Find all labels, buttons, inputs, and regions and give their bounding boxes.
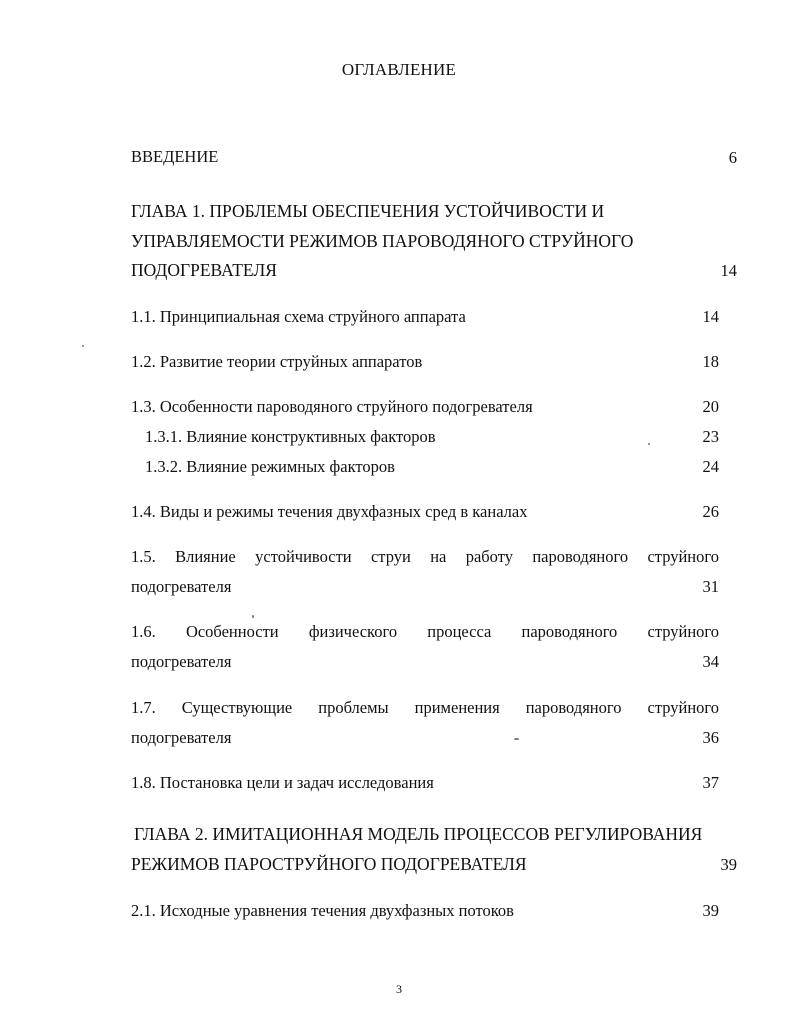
toc-entry-1-3-2-label: 1.3.2. Влияние режимных факторов [145,457,395,476]
page-title: ОГЛАВЛЕНИЕ [341,60,457,79]
toc-entry-1-4-label: 1.4. Виды и режимы течения двухфазных сред в каналах [131,502,528,521]
toc-entry-1-1-page: 14 [702,307,719,326]
word: физического [308,622,398,641]
word: устойчивости [255,547,352,566]
word: процесса [427,622,492,641]
word: Существующие [181,698,293,717]
chapter-2-title-line-1: ГЛАВА 2. ИМИТАЦИОННАЯ МОДЕЛЬ ПРОЦЕССОВ РЕГУЛИРОВАНИЯ [134,824,703,844]
toc-entry-1-2-page: 18 [702,352,719,371]
scan-speck [648,443,650,445]
scan-speck [252,615,254,618]
toc-entry-1-8-page: 37 [702,773,719,792]
chapter-1-title-line-3: ПОДОГРЕВАТЕЛЯ [131,260,277,280]
chapter-1-title-line-2: УПРАВЛЯЕМОСТИ РЕЖИМОВ ПАРОВОДЯНОГО СТРУЙНОГО [131,231,634,251]
word: пароводяного [521,622,618,641]
chapter-2-title-line-2: РЕЖИМОВ ПАРОСТРУЙНОГО ПОДОГРЕВАТЕЛЯ [131,854,527,874]
scan-speck [82,345,84,347]
toc-entry-1-4-page: 26 [702,502,719,521]
word: пароводяного [525,698,622,717]
toc-entry-1-2-label: 1.2. Развитие теории струйных аппаратов [131,352,423,371]
toc-entry-1-8-label: 1.8. Постановка цели и задач исследования [131,773,434,792]
word: проблемы [318,698,389,717]
word: на [430,547,447,566]
word: применения [414,698,500,717]
toc-entry-1-6-line-1 [131,622,719,642]
word: 1.7. [131,698,156,717]
toc-entry-1-1-label: 1.1. Принципиальная схема струйного аппарата [131,307,466,326]
toc-entry-1-6-page: 34 [702,652,719,671]
toc-entry-1-7-line-2: подогревателя [131,728,232,747]
word: работу [465,547,513,566]
toc-entry-1-6-line-2: подогревателя [131,652,232,671]
toc-entry-intro-page: 6 [728,148,737,167]
toc-entry-1-5-line-1 [131,547,719,567]
word: струйного [647,622,720,641]
chapter-1-title-line-1: ГЛАВА 1. ПРОБЛЕМЫ ОБЕСПЕЧЕНИЯ УСТОЙЧИВОСТИ И [131,201,605,221]
toc-entry-1-5-page: 31 [702,577,719,596]
chapter-2-page: 39 [720,855,737,874]
toc-entry-1-5-line-2: подогревателя [131,577,232,596]
word: пароводяного [532,547,629,566]
word: Особенности [185,622,279,641]
toc-entry-2-1-label: 2.1. Исходные уравнения течения двухфазных потоков [131,901,514,920]
toc-entry-2-1-page: 39 [702,901,719,920]
word: струйного [647,698,720,717]
toc-entry-1-3-label: 1.3. Особенности пароводяного струйного подогревателя [131,397,533,416]
toc-entry-1-3-1-page: 23 [702,427,719,446]
toc-entry-1-3-2-page: 24 [702,457,719,476]
word: струи [370,547,411,566]
chapter-1-page: 14 [720,261,737,280]
toc-entry-1-3-1-label: 1.3.1. Влияние конструктивных факторов [145,427,436,446]
toc-entry-intro-label: ВВЕДЕНИЕ [131,147,219,166]
word: Влияние [175,547,236,566]
word: 1.5. [131,547,156,566]
toc-entry-1-7-page: 36 [702,728,719,747]
toc-entry-1-3-page: 20 [702,397,719,416]
scan-speck [514,738,519,740]
word: струйного [647,547,719,566]
page-number: 3 [396,982,402,996]
word: 1.6. [131,622,156,641]
toc-entry-1-7-line-1 [131,698,719,718]
